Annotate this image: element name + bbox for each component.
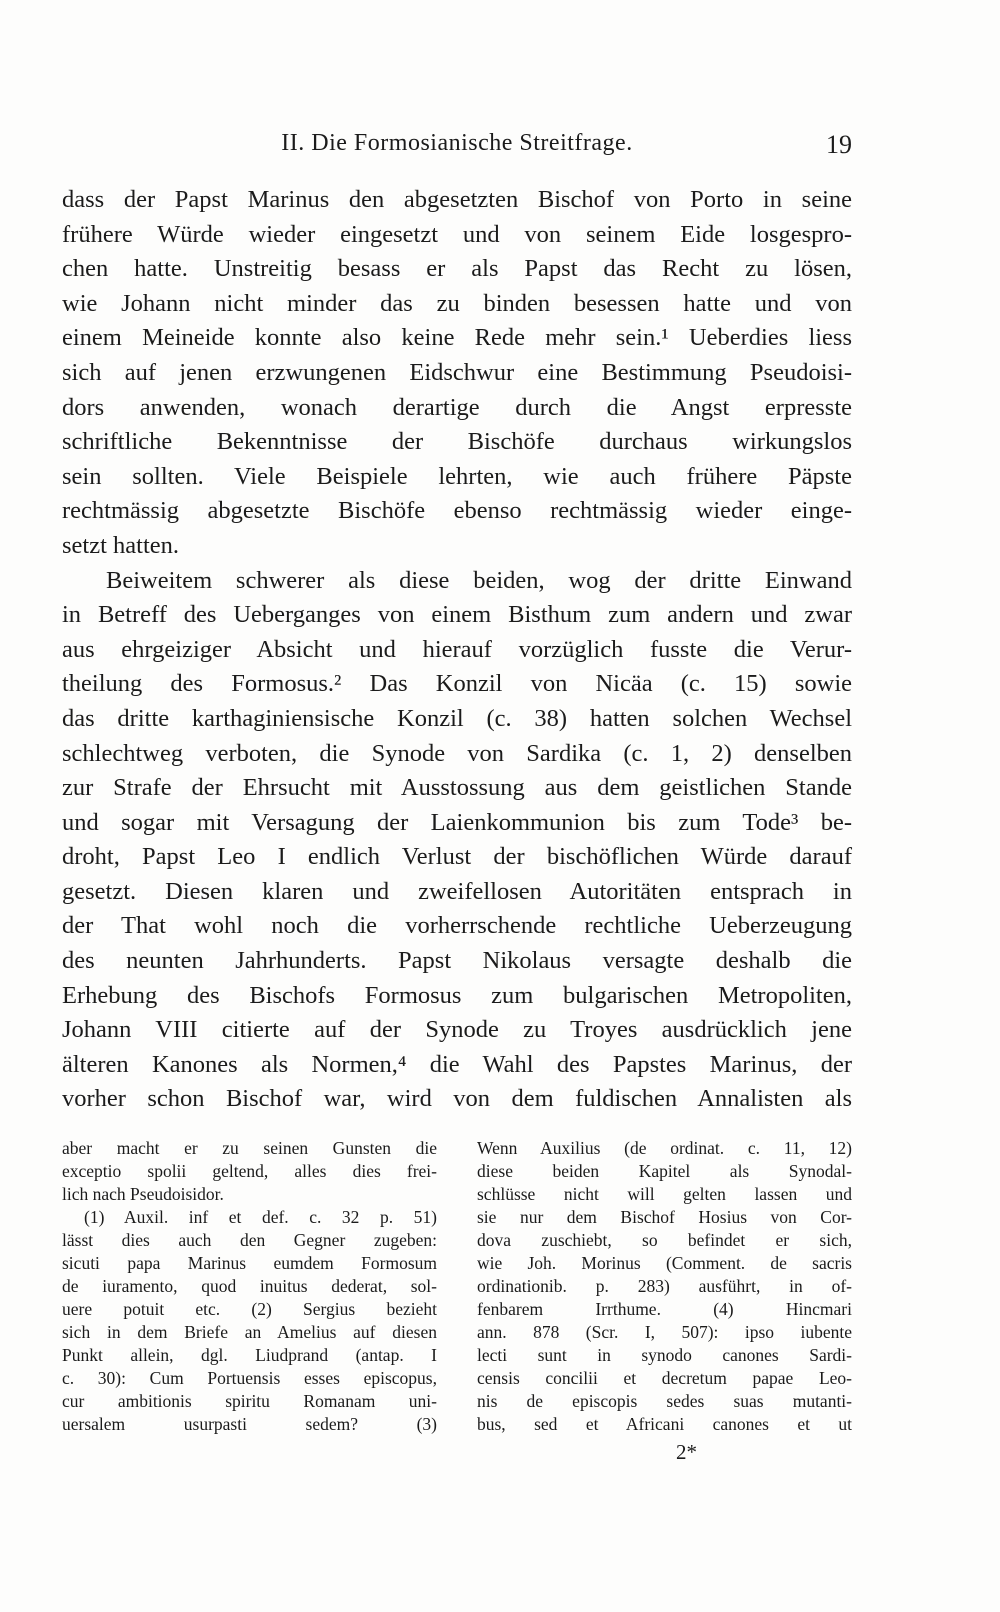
footnote-line: uersalem usurpasti sedem? (3): [62, 1414, 437, 1434]
footnote-line: sicuti papa Marinus eumdem Formosum: [62, 1253, 437, 1273]
text-line: schlechtweg verboten, die Synode von Sardika (c. 1, 2) denselben: [62, 739, 852, 767]
footnote-line: schlüsse nicht will gelten lassen und: [477, 1184, 852, 1204]
text-line: und sogar mit Versagung der Laienkommunion bis zum Tode³ be-: [62, 808, 852, 836]
footnote-line: dova zuschiebt, so befindet er sich,: [477, 1230, 852, 1250]
text-line: dors anwenden, wonach derartige durch die Angst erpresste: [62, 393, 852, 421]
text-line: chen hatte. Unstreitig besass er als Papst das Recht zu lösen,: [62, 255, 852, 283]
text-line: Johann VIII citierte auf der Synode zu Troyes ausdrücklich jene: [62, 1016, 852, 1044]
footnote-line: ann. 878 (Scr. I, 507): ipso iubente: [477, 1322, 852, 1342]
text-line: schriftliche Bekenntnisse der Bischöfe durchaus wirkungslos: [62, 428, 852, 456]
text-line: theilung des Formosus.² Das Konzil von Nicäa (c. 15) sowie: [62, 670, 852, 698]
text-line: frühere Würde wieder eingesetzt und von seinem Eide losgespro-: [62, 220, 852, 248]
text-line: dass der Papst Marinus den abgesetzten Bischof von Porto in seine: [62, 186, 852, 213]
footnote-line: aber macht er zu seinen Gunsten die: [62, 1138, 437, 1158]
footnote-line: Wenn Auxilius (de ordinat. c. 11, 12): [477, 1138, 852, 1158]
sheet-signature: 2*: [676, 1440, 697, 1464]
text-line: in Betreff des Ueberganges von einem Bisthum zum andern und zwar: [62, 601, 852, 629]
footnote-line: nis de episcopis sedes suas mutanti-: [477, 1391, 852, 1411]
text-line: einem Meineide konnte also keine Rede mehr sein.¹ Ueberdies liess: [62, 324, 852, 352]
running-title: II. Die Formosianische Streitfrage.: [281, 130, 633, 156]
footnote-line: sich in dem Briefe an Amelius auf diesen: [62, 1322, 437, 1342]
text-line: Beiweitem schwerer als diese beiden, wog der dritte Einwand: [106, 566, 852, 594]
footnote-line: lich nach Pseudoisidor.: [62, 1184, 224, 1204]
footnote-column-right: [477, 1137, 852, 1436]
footnote-line: bus, sed et Africani canones et ut: [477, 1414, 852, 1434]
footnote-line: lässt dies auch den Gegner zugeben:: [62, 1230, 437, 1250]
page-header: [62, 130, 852, 166]
footnote-line: ordinationib. p. 283) ausführt, in of-: [477, 1276, 852, 1296]
text-line: älteren Kanones als Normen,⁴ die Wahl des Papstes Marinus, der: [62, 1050, 852, 1078]
text-line: das dritte karthaginiensische Konzil (c. 38) hatten solchen Wechsel: [62, 704, 852, 732]
footnote-line: sie nur dem Bischof Hosius von Cor-: [477, 1207, 852, 1227]
footnote-line: lecti sunt in synodo canones Sardi-: [477, 1345, 852, 1365]
text-line: gesetzt. Diesen klaren und zweifellosen Autoritäten entsprach in: [62, 877, 852, 905]
text-line: setzt hatten.: [62, 531, 180, 559]
footnote-line: fenbarem Irrthume. (4) Hincmari: [477, 1299, 852, 1319]
text-line: des neunten Jahrhunderts. Papst Nikolaus versagte deshalb die: [62, 947, 852, 975]
text-line: sich auf jenen erzwungenen Eidschwur eine Bestimmung Pseudoisi-: [62, 358, 852, 386]
text-line: vorher schon Bischof war, wird von dem fuldischen Annalisten als: [62, 1085, 852, 1113]
text-line: rechtmässig abgesetzte Bischöfe ebenso rechtmässig wieder einge-: [62, 497, 852, 525]
footnote-line: exceptio spolii geltend, alles dies frei-: [62, 1161, 437, 1181]
text-line: der That wohl noch die vorherrschende rechtliche Ueberzeugung: [62, 912, 852, 940]
text-line: wie Johann nicht minder das zu binden besessen hatte und von: [62, 289, 852, 317]
footnote-line: cur ambitionis spiritu Romanam uni-: [62, 1391, 437, 1411]
text-line: Erhebung des Bischofs Formosus zum bulgarischen Metropoliten,: [62, 981, 852, 1009]
footnote-line: censis concilii et decretum papae Leo-: [477, 1368, 852, 1388]
page-number: 19: [826, 130, 852, 159]
footnote-line: c. 30): Cum Portuensis esses episcopus,: [62, 1368, 437, 1388]
text-line: zur Strafe der Ehrsucht mit Ausstossung aus dem geistlichen Stande: [62, 774, 852, 802]
text-line: sein sollten. Viele Beispiele lehrten, wie auch frühere Päpste: [62, 462, 852, 490]
main-text: [62, 183, 852, 1117]
footnote-line: Punkt allein, dgl. Liudprand (antap. I: [62, 1345, 437, 1365]
footnote-line: uere potuit etc. (2) Sergius bezieht: [62, 1299, 437, 1319]
text-line: droht, Papst Leo I endlich Verlust der bischöflichen Würde darauf: [62, 843, 852, 871]
footnote-column-left: [62, 1137, 437, 1436]
footnote-line: wie Joh. Morinus (Comment. de sacris: [477, 1253, 852, 1273]
footnote-line: de iuramento, quod inuitus dederat, sol-: [62, 1276, 437, 1296]
text-line: aus ehrgeiziger Absicht und hierauf vorzüglich fusste die Verur-: [62, 635, 852, 663]
footnote-line: diese beiden Kapitel als Synodal-: [477, 1161, 852, 1181]
footnote-line: (1) Auxil. inf et def. c. 32 p. 51): [84, 1207, 437, 1227]
